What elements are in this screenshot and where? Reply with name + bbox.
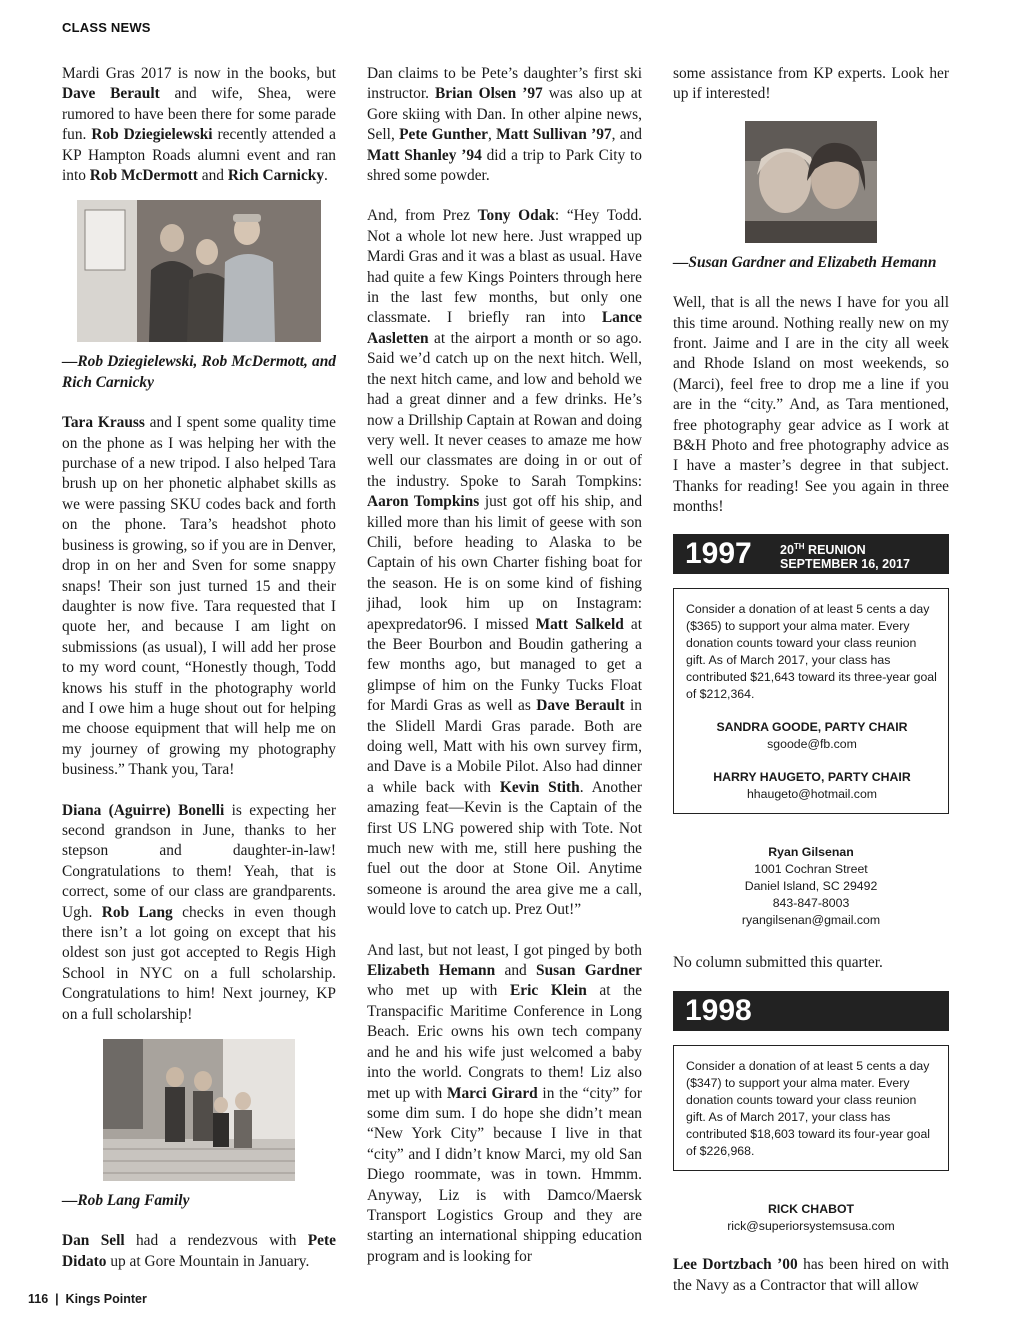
class-representative-1997 (673, 844, 949, 929)
bold-name: Dan Sell (62, 1232, 125, 1250)
column-1 (62, 64, 336, 1272)
bold-name: Elizabeth Hemann (367, 962, 496, 980)
bold-name: Rob McDermott (89, 167, 198, 185)
rep-street: 1001 Cochran Street (754, 861, 868, 876)
bold-name: Dave Berault (536, 697, 625, 715)
section-label: CLASS NEWS (62, 20, 151, 35)
bold-name: Kevin Stith (499, 778, 580, 796)
text-run: And, from Prez (367, 207, 478, 225)
bold-name: Pete Didato (62, 1232, 336, 1270)
text-run: some assistance from KP experts. Look her up if interested! (673, 65, 949, 103)
bold-name: Diana (Aguirre) Bonelli (62, 801, 225, 819)
rep-name: Ryan Gilsenan (768, 844, 854, 859)
bold-name: Susan Gardner (536, 962, 642, 980)
reunion-ordinal: 20 (780, 542, 794, 557)
text-run: in the Slidell Mardi Gras parade. Both are doing well, Matt with his own survey firm, and Dave is a Mobile Pilot. Also had dinner a while back with (367, 697, 642, 796)
paragraph (62, 1231, 336, 1272)
photo-rob-lang-family (103, 1039, 295, 1181)
paragraph (62, 413, 336, 780)
text-run: Well, that is all the news I have for you all this time around. Nothing really new on my front. Jaime and I are in the city all week and Rhode Island on most weekends, so (Marci), feel free to drop me a line if you are in the “city.” And, as Tara mentioned, free photography gear advice as I work at B&H Photo and free photography advice as I have a master’s degree in that subject. Thanks for reading! See you again in three months! (673, 294, 949, 516)
text-run: checks in even though there isn’t a lot going on except that his oldest son just got accepted to Regis High School in NYC on a full scholarship. Congratulations to him! Next journey, KP on a full scholarship! (62, 903, 337, 1023)
paragraph (367, 941, 642, 1268)
text-run: and I spent some quality time on the phone as I was helping her with the purchase of a new tripod. I also helped Tara brush up on her phonetic alphabet skills as we were passing SKU codes back and forth on the phone. Tara’s headshot photo business is growing, so if you are in Denver, drop in on her and Sven for some snappy snaps! Their son just turned 15 and their daughter is now five. Tara requested that I quote her, and because I am light on submissions (as usual), I will add her prose to my word count, “Honestly though, Todd knows his stuff in the photography world and I owe him a huge shout out for helping me choose equipment that will help me on my journey of growing my photography business.” Thank you, Tara! (62, 414, 336, 779)
bold-name: Lee Dortzbach ’00 (673, 1256, 798, 1274)
bold-name: Pete Gunther (399, 126, 489, 144)
photo-caption: —Susan Gardner and Elizabeth Hemann (673, 253, 937, 271)
rep-email[interactable]: ryangilsenan@gmail.com (741, 912, 881, 927)
party-chair (686, 719, 938, 753)
text-run: and wife, Shea, were rumored to have been there for some parade fun. (62, 85, 336, 144)
text-run: , and (611, 126, 642, 144)
text-run: and (197, 167, 228, 185)
text-run: was also up at Gore skiing with Dan. In other alpine news, Sell, (367, 85, 642, 144)
text-run: Mardi Gras 2017 is now in the books, but (62, 65, 336, 82)
paragraph (62, 801, 336, 1025)
party-chair-email[interactable]: hhaugeto@hotmail.com (746, 786, 878, 801)
column-2 (367, 64, 642, 1267)
reunion-date: SEPTEMBER 16, 2017 (780, 556, 910, 571)
text-run: Dan claims to be Pete’s daughter’s first ski instructor. (367, 65, 642, 103)
text-run: at the airport a month or so ago. Said we’d catch up on the next hitch. Well, the next hitch came, and low and behold we had a great dinner and a few drinks. He’s now a Drillship Captain at Rowan and doing very well. It never ceases to amaze me how well our classmates are doing in or out of the industry. Spoke to Sarah Tompkins: (367, 329, 642, 490)
rep-phone: 843-847-8003 (772, 895, 850, 910)
paragraph (367, 206, 642, 920)
party-chair-email[interactable]: sgoode@fb.com (767, 736, 857, 751)
no-column-note: No column submitted this quarter. (673, 953, 883, 971)
reunion-ordinal-suffix: TH (793, 541, 805, 551)
paragraph (367, 64, 642, 186)
text-run: had a rendezvous with (124, 1232, 308, 1250)
text-run: . (324, 167, 328, 185)
text-run: : “Hey Todd. Not a whole lot new here. Just wrapped up Mardi Gras and it was a blast as usual. Have had quite a few Kings Pointers through here in the last few months, but only one classmate. I briefly ran into (367, 207, 642, 327)
text-run: And last, but not least, I got pinged by both (367, 941, 642, 959)
paragraph (673, 1255, 949, 1296)
donation-box-1997 (673, 588, 949, 814)
text-run: recently attended a KP Hampton Roads alumni event and ran into (62, 126, 336, 185)
photo-gardner-hemann (745, 121, 877, 243)
party-chair (686, 769, 938, 803)
page-footer: 116 | Kings Pointer (28, 1292, 147, 1306)
donation-message: Consider a donation of at least 5 cents a day ($365) to support your alma mater. Every donation counts toward your class reunion gift. As of March 2017, your class has contributed $21,643 toward its three-year goal of $212,364. (686, 601, 937, 701)
text-run: is expecting her second grandson in June, thanks to her stepson and daughter-in-law! Congratulations to them! Yeah, that is correct, some of our class are grandparents. Ugh. (62, 801, 336, 921)
paragraph (673, 293, 949, 517)
bold-name: Eric Klein (509, 982, 587, 1000)
bold-name: Tara Krauss (62, 414, 145, 432)
class-year: 1997 (685, 536, 752, 570)
bold-name: Lance Aasletten (367, 309, 642, 347)
party-chair-name: SANDRA GOODE, PARTY CHAIR (716, 719, 908, 734)
bold-name: Rich Carnicky (227, 167, 325, 185)
photo-caption: —Rob Lang Family (62, 1192, 190, 1210)
text-run: up at Gore Mountain in January. (106, 1252, 310, 1270)
bold-name: Marci Girard (446, 1084, 538, 1102)
class-year: 1998 (685, 994, 752, 1028)
party-chair-name: HARRY HAUGETO, PARTY CHAIR (713, 769, 911, 784)
donation-box-1998 (673, 1045, 949, 1171)
class-year-banner-1998 (673, 991, 949, 1031)
reunion-word: REUNION (804, 542, 866, 557)
text-run: just got off his ship, and killed more than his limit of geese with son Chili, before heading to Alaska to be Captain of his own Charter fishing boat for the season. He is on some kind of fishing jihad, look him up on Instagram: apexpredator96. I missed (367, 493, 643, 633)
bold-name: Dave Berault (62, 85, 160, 103)
class-year-banner-1997 (673, 534, 949, 574)
bold-name: Rob Dziegielewski (91, 126, 213, 144)
paragraph (62, 64, 336, 186)
text-run: has been hired on with the Navy as a Contractor that will allow (673, 1256, 949, 1294)
bold-name: Aaron Tompkins (367, 493, 480, 511)
photo-caption: —Rob Dziegielewski, Rob McDermott, and Rich Carnicky (62, 353, 336, 391)
rep-email[interactable]: rick@superiorsystemsusa.com (727, 1219, 895, 1234)
bold-name: Matt Sullivan ’97 (496, 126, 612, 144)
reunion-info (780, 540, 910, 571)
bold-name: Matt Shanley ’94 (367, 146, 482, 164)
text-run: . Another amazing feat—Kevin is the Captain of the first US LNG powered ship with Tote. Not much new with me, still here pushing the fuel out the door at Stone Oil. Anytime someone is around the area give me a call, would love to catch up. Prez Out!” (367, 778, 643, 919)
column-3 (673, 64, 949, 1296)
class-representative-1998 (673, 1201, 949, 1235)
text-run: at the Beer Bourbon and Boudin gathering a few months ago, but managed to get a glimpse of him on the Funky Tucks Float for Mardi Gras as well as (367, 615, 642, 715)
bold-name: Matt Salkeld (535, 615, 624, 633)
bold-name: Rob Lang (101, 903, 173, 921)
donation-message: Consider a donation of at least 5 cents a day ($347) to support your alma mater. Every donation counts toward your class reunion gift. As of March 2017, your class has contributed $18,603 toward its four-year goal of $226,968. (686, 1059, 931, 1159)
bold-name: Tony Odak (477, 207, 555, 225)
paragraph (673, 64, 949, 105)
bold-name: Brian Olsen ’97 (434, 85, 543, 103)
text-run: , (488, 126, 497, 144)
photo-dziegielewski-mcdermott-carnicky (77, 200, 321, 342)
text-run: in the “city” for some dim sum. I do hope she didn’t mean “New York City” because I live in that “city” and I didn’t know Marci, my old San Diego roommate, was in town. Hmmm. Anyway, Liz is with Damco/Maersk Transport Logistics Group and they are starting an international shipping education program and is looking for (367, 1084, 642, 1265)
rep-city: Daniel Island, SC 29492 (744, 878, 878, 893)
text-run: who met up with (367, 982, 510, 1000)
text-run: and (495, 962, 537, 980)
rep-name: RICK CHABOT (767, 1202, 855, 1217)
text-run: at the Transpacific Maritime Conference in Long Beach. Eric owns his own tech company and he and his wife just welcomed a baby into the world. Congrats to them! Liz also met up with (367, 982, 642, 1102)
text-run: did a trip to Park City to shred some powder. (367, 146, 642, 185)
